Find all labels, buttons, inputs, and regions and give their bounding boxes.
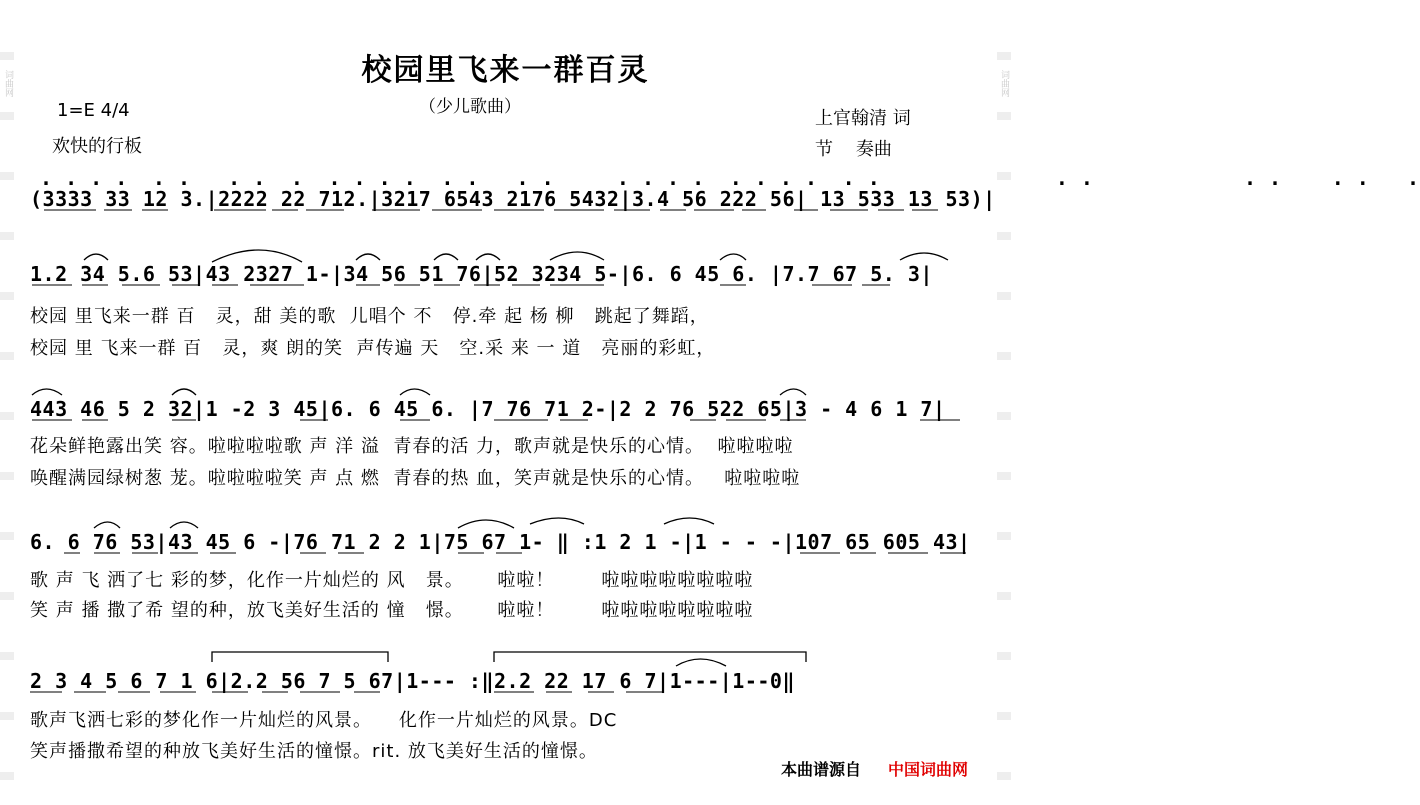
slur	[400, 389, 430, 395]
intro-octave-dots: . . . . . . . . . . . . . . . . . . . . . . . . . . . . . . . . . .	[40, 166, 1420, 190]
tempo-marking: 欢快的行板	[52, 136, 142, 157]
lyricist-credit: 上官翰清 词	[815, 108, 911, 129]
slur	[530, 518, 584, 524]
slur	[172, 389, 196, 395]
song-title: 校园里飞来一群百灵	[361, 53, 650, 88]
slur	[32, 389, 62, 395]
system-5-lyric-verse-1: 歌声飞洒七彩的梦化作一片灿烂的风景。 化作一片灿烂的风景。DC	[30, 710, 618, 731]
slur	[434, 254, 458, 260]
song-subtitle: （少儿歌曲）	[419, 97, 521, 117]
right-watermark-text: 词曲网	[999, 70, 1009, 97]
slur	[356, 254, 380, 260]
slur	[212, 250, 302, 262]
left-watermark-text: 词曲网	[3, 70, 13, 97]
slur	[84, 254, 108, 260]
system-3-lyric-verse-1: 花朵鲜艳露出笑 容。啦啦啦啦歌 声 洋 溢 青春的活 力，歌声就是快乐的心情。 啦啦啦啦	[30, 436, 794, 457]
intro-notation: (3333 33 12 3.|2222 22 712.|3217 6543 2176 5432|3.4 56 222 56| 13 533 13 53)|	[30, 187, 996, 211]
system-3-notation: 443 46 5 2 32|1 -2 3 45|6. 6 45 6. |7 76 71 2-|2 2 76 522 65|3 - 4 6 1 7|	[30, 397, 946, 421]
source-label: 本曲谱源自	[781, 760, 862, 779]
slur	[458, 520, 514, 528]
composer-credit: 节 奏曲	[815, 139, 892, 160]
slur	[900, 253, 948, 260]
system-2-lyric-verse-1: 校园 里飞来一群 百 灵，甜 美的歌 儿唱个 不 停.牵 起 杨 柳 跳起了舞蹈，	[30, 306, 709, 327]
key-meter: 1=E 4/4	[57, 100, 130, 121]
system-4-lyric-verse-2: 笑 声 播 撒了希 望的种，放飞美好生活的 憧 憬。 啦啦！ 啦啦啦啦啦啦啦啦	[30, 600, 754, 621]
volta-bracket-2	[494, 652, 806, 662]
system-4-notation: 6. 6 76 53|43 45 6 -|76 71 2 2 1|75 67 1- ‖ :1 2 1 -|1 - - -|107 65 605 43|	[30, 530, 971, 554]
slur	[676, 659, 726, 666]
slur	[550, 252, 604, 260]
system-2-notation: 1.2 34 5.6 53|43 2327 1-|34 56 51 76|52 3234 5-|6. 6 45 6. |7.7 67 5. 3|	[30, 262, 933, 286]
system-3-lyric-verse-2: 唤醒满园绿树葱 茏。啦啦啦啦笑 声 点 燃 青春的热 血，笑声就是快乐的心情。 啦啦啦啦	[30, 468, 801, 489]
system-5-lyric-verse-2: 笑声播撒希望的种放飞美好生活的憧憬。rit. 放飞美好生活的憧憬。	[30, 741, 598, 762]
system-2-lyric-verse-2: 校园 里 飞来一群 百 灵，爽 朗的笑 声传遍 天 空.采 来 一 道 亮丽的彩虹，	[30, 338, 716, 359]
slur	[720, 254, 746, 260]
source-site-logo: 中国词曲网	[888, 760, 969, 779]
slur	[94, 522, 120, 528]
slur	[664, 518, 714, 524]
slur	[476, 254, 500, 260]
system-5-notation: 2 3 4 5 6 7 1 6|2.2 56 7 5 67|1--- :‖2.2 22 17 6 7|1---|1--0‖	[30, 669, 796, 693]
system-4-lyric-verse-1: 歌 声 飞 洒了七 彩的梦，化作一片灿烂的 风 景。 啦啦！ 啦啦啦啦啦啦啦啦	[30, 570, 754, 591]
volta-bracket-1	[212, 652, 388, 662]
slur	[780, 389, 806, 395]
slur	[170, 522, 198, 528]
